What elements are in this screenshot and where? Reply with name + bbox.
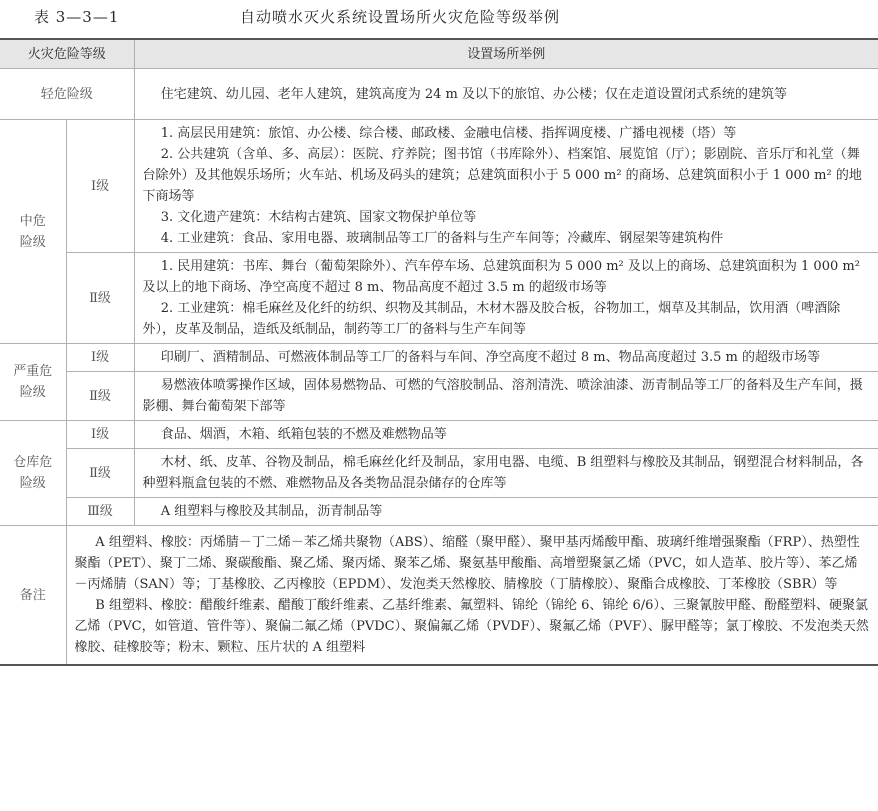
severe-grade2-label: Ⅱ级 [66, 372, 134, 421]
list-item: 1. 高层民用建筑：旅馆、办公楼、综合楼、邮政楼、金融电信楼、指挥调度楼、广播电视楼（塔）等 [160, 126, 737, 141]
notes-label: 备注 [0, 526, 66, 666]
header-examples: 设置场所举例 [134, 39, 878, 69]
notes-text [66, 526, 878, 666]
medium-hazard-label: 中危险级 [0, 120, 66, 344]
warehouse-grade1-label: Ⅰ级 [66, 421, 134, 449]
row-light [0, 69, 878, 120]
note-group-a: A 组塑料、橡胶：丙烯腈－丁二烯－苯乙烯共聚物（ABS）、缩醛（聚甲醛）、聚甲基丙烯酸甲酯、玻璃纤维增强聚酯（FRP）、热塑性聚酯（PET）、聚丁二烯、聚碳酸酯、聚乙烯、聚丙烯、聚苯乙烯、聚氨基甲酸酯、高增塑聚氯乙烯（PVC，如人造革、胶片等）、苯乙烯－丙烯腈（SAN）等；丁基橡胶、乙丙橡胶（EPDM）、发泡类天然橡胶、腈橡胶（丁腈橡胶）、聚酯合成橡胶、丁苯橡胶（SBR）等 [74, 535, 860, 592]
severe-hazard-label: 严重危险级 [0, 344, 66, 421]
severe-grade1-label: Ⅰ级 [66, 344, 134, 372]
severe-grade2-text: 易燃液体喷雾操作区域，固体易燃物品、可燃的气溶胶制品、溶剂清洗、喷涂油漆、沥青制品等工厂的备料及生产车间，摄影棚、舞台葡萄架下部等 [134, 372, 878, 421]
severe-grade1-text: 印刷厂、酒精制品、可燃液体制品等工厂的备料与车间、净空高度不超过 8 m、物品高度超过 3.5 m 的超级市场等 [134, 344, 878, 372]
list-item: 3. 文化遗产建筑：木结构古建筑、国家文物保护单位等 [160, 210, 477, 225]
list-item: 2. 工业建筑：棉毛麻丝及化纤的纺织、织物及其制品，木材木器及胶合板，谷物加工，烟草及其制品，饮用酒（啤酒除外），皮革及制品，造纸及纸制品，制药等工厂的备料与生产车间等 [142, 301, 841, 337]
table-caption [0, 2, 878, 28]
light-hazard-label: 轻危险级 [0, 69, 134, 120]
warehouse-grade2-label: Ⅱ级 [66, 449, 134, 498]
table-number: 表 3—3—1 [34, 8, 120, 26]
medium-grade2-label: Ⅱ级 [66, 253, 134, 344]
list-item: 4. 工业建筑：食品、家用电器、玻璃制品等工厂的备料与生产车间等；冷藏库、钢屋架等建筑构件 [160, 231, 724, 246]
medium-grade1-text [134, 120, 878, 253]
header-level: 火灾危险等级 [0, 39, 134, 69]
warehouse-grade3-text: A 组塑料与橡胶及其制品，沥青制品等 [134, 498, 878, 526]
warehouse-grade3-label: Ⅲ级 [66, 498, 134, 526]
row-warehouse-2 [0, 449, 878, 498]
row-warehouse-1 [0, 421, 878, 449]
row-warehouse-3 [0, 498, 878, 526]
warehouse-grade2-text: 木材、纸、皮革、谷物及制品，棉毛麻丝化纤及制品，家用电器、电缆、B 组塑料与橡胶及其制品，钢塑混合材料制品，各种塑料瓶盒包装的不燃、难燃物品及各类物品混杂储存的仓库等 [134, 449, 878, 498]
table-title: 自动喷水灭火系统设置场所火灾危险等级举例 [240, 8, 561, 26]
warehouse-grade1-text: 食品、烟酒，木箱、纸箱包装的不燃及难燃物品等 [134, 421, 878, 449]
row-medium-1 [0, 120, 878, 253]
note-group-b: B 组塑料、橡胶：醋酸纤维素、醋酸丁酸纤维素、乙基纤维素、氟塑料、锦纶（锦纶 6、锦纶 6/6）、三聚氰胺甲醛、酚醛塑料、硬聚氯乙烯（PVC，如管道、管件等）、聚偏二氟乙烯（PVDC）、聚偏氟乙烯（PVDF）、聚氟乙烯（PVF）、脲甲醛等；氯丁橡胶、不发泡类天然橡胶、硅橡胶等；粉末、颗粒、压片状的 A 组塑料 [74, 598, 869, 655]
row-severe-2 [0, 372, 878, 421]
list-item: 1. 民用建筑：书库、舞台（葡萄架除外）、汽车停车场、总建筑面积为 5 000 m² 及以上的商场、总建筑面积为 1 000 m² 及以上的地下商场、净空高度不超过 8 m、物品高度不超过 3.5 m 的超级市场等 [142, 259, 860, 295]
warehouse-hazard-label: 仓库危险级 [0, 421, 66, 526]
light-hazard-text: 住宅建筑、幼儿园、老年人建筑，建筑高度为 24 m 及以下的旅馆、办公楼；仅在走道设置闭式系统的建筑等 [134, 69, 878, 120]
medium-grade1-label: Ⅰ级 [66, 120, 134, 253]
row-notes [0, 526, 878, 666]
row-severe-1 [0, 344, 878, 372]
header-row [0, 39, 878, 69]
list-item: 2. 公共建筑（含单、多、高层）：医院、疗养院；图书馆（书库除外）、档案馆、展览馆（厅）；影剧院、音乐厅和礼堂（舞台除外）及其他娱乐场所；火车站、机场及码头的建筑；总建筑面积小于 5 000 m² 的商场、总建筑面积小于 1 000 m² 的地下商场等 [142, 147, 862, 204]
row-medium-2 [0, 253, 878, 344]
medium-grade2-text [134, 253, 878, 344]
hazard-level-table [0, 38, 878, 666]
